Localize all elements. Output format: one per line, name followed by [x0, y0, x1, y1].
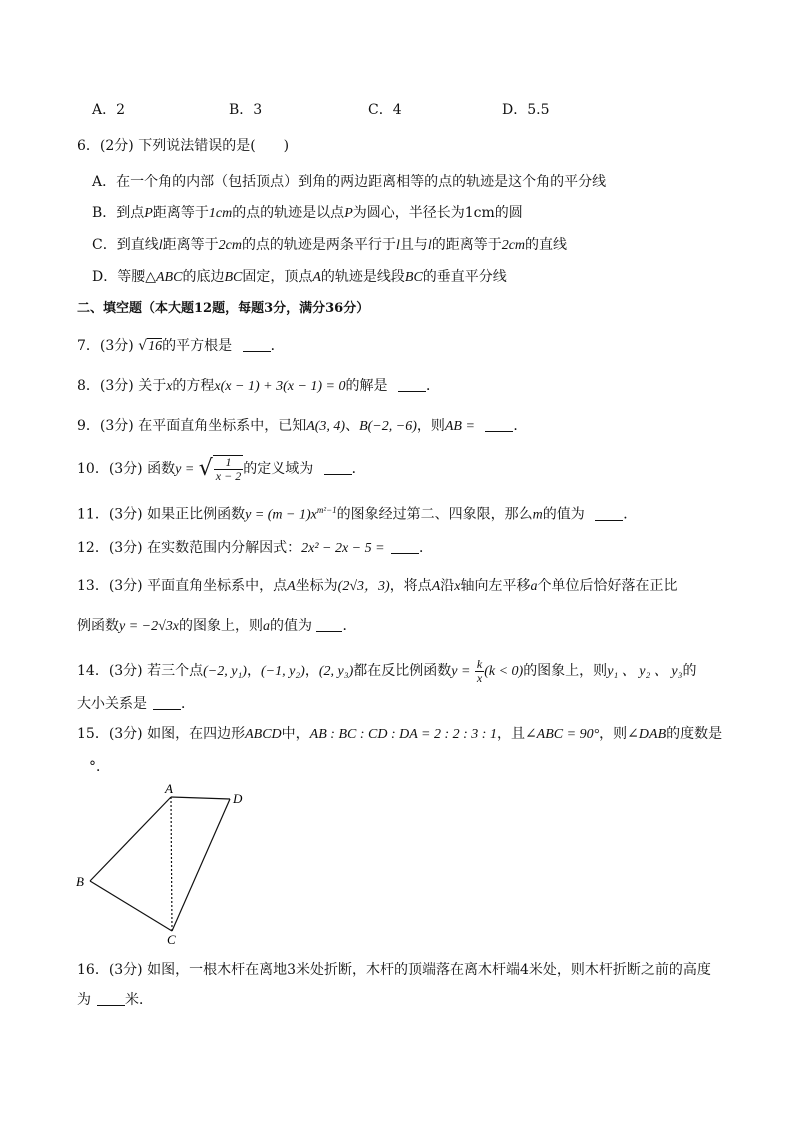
- q15-line2: °．: [89, 759, 110, 775]
- q6-stem: 6．(2分) 下列说法错误的是( ): [77, 138, 290, 154]
- q7: 7．(3分) √16的平方根是 ．: [77, 338, 285, 354]
- q5-option-c: C．4: [368, 102, 402, 118]
- q14-line2: 大小关系是 ．: [77, 696, 195, 712]
- segment-ab: [90, 797, 171, 881]
- q9: 9．(3分) 在平面直角坐标系中，已知A(3, 4)、B(−2, −6)，则AB = ．: [77, 418, 528, 434]
- q16-line1: 16．(3分) 如图，一根木杆在离地3米处折断，木杆的顶端落在离木杆端4米处，则木杆折断之前的高度: [77, 962, 711, 978]
- q13-line2: 例函数y = −2√3x的图象上，则a的值为 ．: [77, 618, 357, 634]
- q6-option-d: D．等腰△ABC的底边BC固定，顶点A的轨迹是线段BC的垂直平分线: [92, 269, 507, 285]
- label-c: C: [167, 932, 176, 947]
- q5-option-b: B．3: [229, 102, 263, 118]
- section-heading: 二、填空题（本大题12题，每题3分，满分36分）: [77, 301, 370, 316]
- q12: 12．(3分) 在实数范围内分解因式：2x² − 2x − 5 = ．: [77, 540, 434, 556]
- q5-option-d: D．5.5: [502, 102, 550, 118]
- q5-option-a: A．2: [92, 102, 126, 118]
- label-a: A: [165, 781, 173, 796]
- q16-line2: 为 米．: [77, 992, 153, 1008]
- label-b: B: [76, 874, 84, 889]
- segment-cd: [172, 799, 230, 931]
- segment-ac-dashed: [171, 797, 172, 931]
- q13-line1: 13．(3分) 平面直角坐标系中，点A坐标为(2√3，3)，将点A沿x轴向左平移a个单位后恰好落在正比: [77, 578, 678, 594]
- label-d: D: [233, 791, 243, 806]
- q6-option-b: B．到点P距离等于1cm的点的轨迹是以点P为圆心，半径长为1cm的圆: [92, 205, 523, 221]
- q14-line1: 14．(3分) 若三个点(−2, y₁)，(−1, y₂)，(2, y₃)都在反比例函数y = $\frac{k}{x}$ (k < 0)的图象上，则y₁ 、 y₂ 、 y₃的: [77, 656, 697, 685]
- q8: 8．(3分) 关于x的方程x(x − 1) + 3(x − 1) = 0的解是 ．: [77, 378, 440, 394]
- q11: 11．(3分) 如果正比例函数$y = (m - 1)x^{m^2-1}$的图象经过第二、四象限，那么m的值为 ．: [77, 505, 638, 523]
- q15-line1: 15．(3分) 如图，在四边形ABCD中，AB : BC : CD : DA = 2 : 2 : 3 : 1，且∠ABC = 90°，则∠DAB的度数是: [77, 726, 723, 742]
- segment-ad: [171, 797, 230, 799]
- q10: 10．(3分) 函数y = √ $\frac{1}{x - 2}$ 的定义域为 ．: [77, 455, 366, 483]
- q6-option-c: C．到直线l距离等于2cm的点的轨迹是两条平行于l且与l的距离等于2cm的直线: [92, 237, 568, 253]
- segment-bc: [90, 881, 172, 931]
- q6-option-a: A．在一个角的内部（包括顶点）到角的两边距离相等的点的轨迹是这个角的平分线: [92, 174, 607, 190]
